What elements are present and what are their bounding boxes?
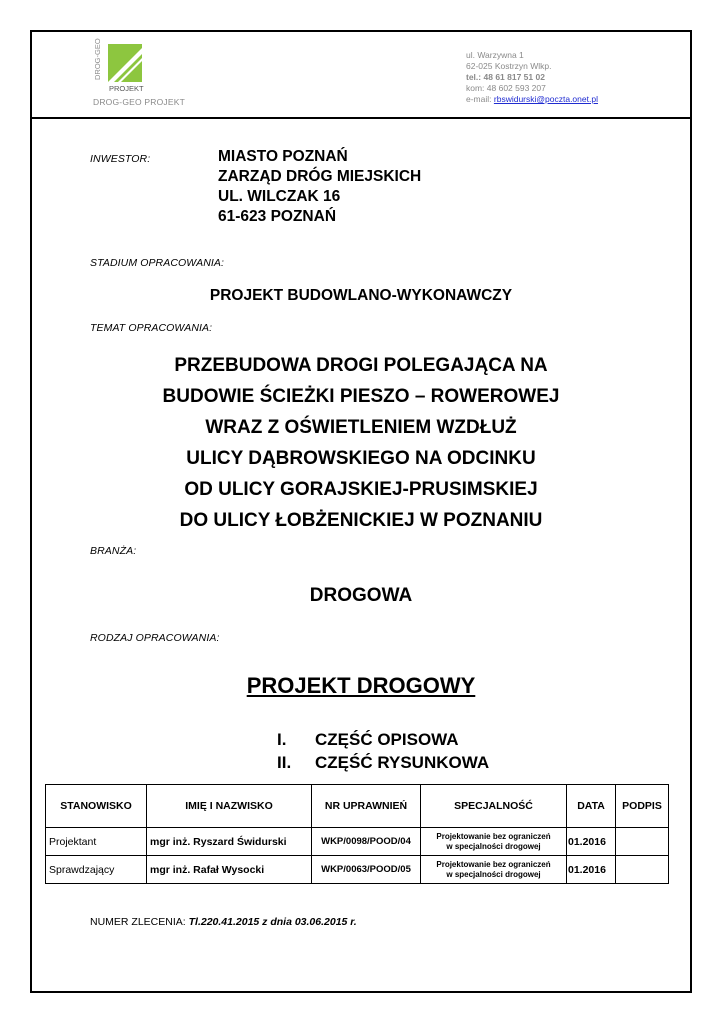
parts-list (277, 728, 489, 774)
temat-line-1: PRZEBUDOWA DROGI POLEGAJĄCA NA (174, 355, 548, 376)
branza-label: BRANŻA: (90, 545, 137, 557)
contact-street: ul. Warzywna 1 (466, 50, 524, 60)
cell-specjalnosc (421, 828, 567, 856)
cell-nazwisko: mgr inż. Rafał Wysocki (147, 856, 312, 884)
investor-line-2: ZARZĄD DRÓG MIEJSKICH (218, 168, 422, 185)
temat-line-5: OD ULICY GORAJSKIEJ-PRUSIMSKIEJ (184, 479, 538, 500)
header-specjalnosc: SPECJALNOŚĆ (421, 785, 567, 828)
part-item (277, 728, 489, 751)
table-header-row (46, 785, 669, 828)
investor-line-3: UL. WILCZAK 16 (218, 188, 341, 205)
spec-line-2: w specjalności drogowej (446, 869, 541, 879)
temat-label: TEMAT OPRACOWANIA: (90, 322, 213, 334)
header-data: DATA (567, 785, 616, 828)
contact-tel-value: 48 61 817 51 02 (483, 72, 545, 82)
logo-graphic (93, 38, 144, 96)
cell-data: 01.2016 (567, 856, 616, 884)
investor-label: INWESTOR: (90, 153, 151, 165)
contact-tel-label: tel.: (466, 72, 482, 82)
cell-stanowisko: Projektant (46, 828, 147, 856)
logo-caption: DROG-GEO PROJEKT (93, 97, 185, 107)
temat-line-4: ULICY DĄBROWSKIEGO NA ODCINKU (186, 448, 536, 469)
company-logo (93, 38, 144, 96)
table-row (46, 828, 669, 856)
spec-line-1: Projektowanie bez ograniczeń (436, 831, 551, 841)
contact-email-link[interactable]: rbswidurski@poczta.onet.pl (493, 94, 598, 104)
header-podpis: PODPIS (616, 785, 669, 828)
part-text: CZĘŚĆ OPISOWA (315, 730, 459, 749)
investor-block (218, 147, 421, 227)
contact-kom: kom: 48 602 593 207 (466, 83, 546, 93)
order-value: Tl.220.41.2015 z dnia 03.06.2015 r. (188, 916, 357, 928)
order-label: NUMER ZLECENIA: (90, 916, 186, 928)
cell-specjalnosc (421, 856, 567, 884)
temat-line-6: DO ULICY ŁOBŻENICKIEJ W POZNANIU (179, 510, 543, 531)
branza-value: DROGOWA (309, 585, 413, 606)
rodzaj-label: RODZAJ OPRACOWANIA: (90, 632, 220, 644)
logo-brand-text: PROJEKT (109, 84, 144, 93)
investor-line-4: 61-623 POZNAŃ (218, 208, 337, 225)
cell-stanowisko: Sprawdzający (46, 856, 147, 884)
part-number: I. (277, 730, 287, 749)
contact-tel (466, 72, 598, 83)
part-text: CZĘŚĆ RYSUNKOWA (315, 753, 490, 772)
contact-block (466, 50, 598, 105)
stadium-value: PROJEKT BUDOWLANO-WYKONAWCZY (209, 287, 513, 304)
signature-table (45, 784, 669, 884)
cell-nr: WKP/0063/POOD/05 (312, 856, 421, 884)
cell-nr: WKP/0098/POOD/04 (312, 828, 421, 856)
contact-email-label: e-mail: (466, 94, 492, 104)
cell-nazwisko: mgr inż. Ryszard Świdurski (147, 828, 312, 856)
part-item (277, 751, 489, 774)
temat-title (30, 350, 692, 536)
order-number (90, 916, 357, 928)
temat-line-3: WRAZ Z OŚWIETLENIEM WZDŁUŻ (205, 417, 517, 438)
cell-podpis (616, 856, 669, 884)
header-divider (30, 117, 692, 119)
part-number: II. (277, 753, 292, 772)
logo-vertical-text: DROG-GEO (93, 38, 102, 80)
cell-podpis (616, 828, 669, 856)
contact-email (466, 94, 598, 105)
rodzaj-value: PROJEKT DROGOWY (246, 673, 476, 698)
contact-city: 62-025 Kostrzyn Wlkp. (466, 61, 552, 71)
header-nr: NR UPRAWNIEŃ (312, 785, 421, 828)
stadium-label: STADIUM OPRACOWANIA: (90, 257, 225, 269)
temat-line-2: BUDOWIE ŚCIEŻKI PIESZO – ROWEROWEJ (162, 386, 560, 407)
header-nazwisko: IMIĘ I NAZWISKO (147, 785, 312, 828)
table-row (46, 856, 669, 884)
cell-data: 01.2016 (567, 828, 616, 856)
header-stanowisko: STANOWISKO (46, 785, 147, 828)
spec-line-2: w specjalności drogowej (446, 841, 541, 851)
spec-line-1: Projektowanie bez ograniczeń (436, 859, 551, 869)
investor-line-1: MIASTO POZNAŃ (218, 148, 348, 165)
